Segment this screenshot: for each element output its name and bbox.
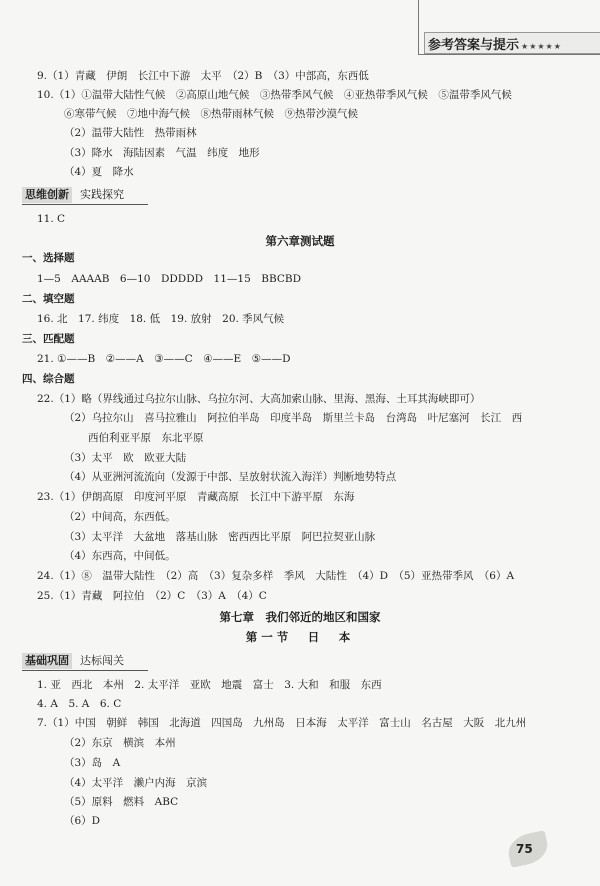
- answer-line-7: 7.（1）中国 朝鲜 韩国 北海道 四国岛 九州岛 日本海 太平洋 富士山 名古屋 大阪 北九州: [37, 717, 527, 729]
- banner-underline: [22, 204, 148, 205]
- answer-line: （2）温带大陆性 热带雨林: [64, 127, 197, 139]
- answer-line: 16. 北 17. 纬度 18. 低 19. 放射 20. 季风气候: [37, 313, 285, 325]
- answer-line: （3）太平 欧 欧亚大陆: [64, 452, 187, 464]
- header-title: 参考答案与提示 ★★★★★: [428, 38, 562, 53]
- answer-line: （2）中间高，东西低。: [64, 511, 176, 523]
- section-banner-thinking: [22, 187, 148, 203]
- page-number: 75: [516, 842, 533, 856]
- answer-line: （2）乌拉尔山 喜马拉雅山 阿拉伯半岛 印度半岛 斯里兰卡岛 台湾岛 叶尼塞河 长江 西: [64, 412, 523, 424]
- answer-line-9: 9.（1）青藏 伊朗 长江中下游 太平 （2）B （3）中部高，东西低: [37, 70, 369, 82]
- answer-line: （3）岛 A: [64, 757, 121, 769]
- answer-line-4: 4. A 5. A 6. C: [37, 698, 122, 710]
- answer-line: （4）太平洋 濑户内海 京滨: [64, 777, 208, 789]
- answer-line-1: 1. 亚 西北 本州 2. 太平洋 亚欧 地震 富士 3. 大和 和服 东西: [37, 679, 382, 691]
- answer-line: 21. ①——B ②——A ③——C ④——E ⑤——D: [37, 353, 291, 365]
- answer-line: （6）D: [64, 815, 101, 827]
- answer-line: 1—5 AAAAB 6—10 DDDDD 11—15 BBCBD: [37, 273, 302, 285]
- chapter-title: 第七章 我们邻近的地区和国家: [219, 610, 381, 624]
- section-banner-basics: [22, 653, 148, 669]
- answer-line-24: 24.（1）⑧ 温带大陆性 （2）高 （3）复杂多样 季风 大陆性 （4）D （5）亚热带季风 （6）A: [37, 570, 515, 582]
- banner-text: 达标闯关: [80, 654, 124, 667]
- section-title: 第一节 日 本: [245, 630, 355, 644]
- answer-line-25: 25.（1）青藏 阿拉伯 （2）C （3）A （4）C: [37, 590, 267, 602]
- answer-line: （3）降水 海陆因素 气温 纬度 地形: [64, 147, 260, 159]
- test-title: 第六章测试题: [265, 234, 335, 248]
- answer-line-11: 11. C: [37, 213, 66, 225]
- answer-line: （5）原料 燃料 ABC: [64, 796, 179, 808]
- banner-label: 基础巩固: [22, 653, 72, 669]
- answer-line-10: 10.（1）①温带大陆性气候 ②高原山地气候 ③热带季风气候 ④亚热带季风气候 ⑤温带季风气候: [37, 89, 512, 101]
- answer-line-23: 23.（1）伊朗高原 印度河平原 青藏高原 长江中下游平原 东海: [37, 491, 355, 503]
- banner-label: 思维创新: [22, 187, 72, 203]
- answer-line: 西伯利亚平原 东北平原: [88, 432, 204, 444]
- answer-line: （4）东西高，中间低。: [64, 550, 176, 562]
- answer-line: ⑥寒带气候 ⑦地中海气候 ⑧热带雨林气候 ⑨热带沙漠气候: [64, 108, 358, 120]
- rating-stars: ★★★★★: [521, 42, 562, 51]
- answer-line: （2）东京 横滨 本州: [64, 737, 176, 749]
- banner-underline: [22, 670, 148, 671]
- section-heading-choice: 一、选择题: [22, 252, 75, 264]
- section-heading-comprehensive: 四、综合题: [22, 373, 75, 385]
- section-heading-match: 三、匹配题: [22, 333, 75, 345]
- banner-text: 实践探究: [80, 188, 124, 201]
- section-heading-fill: 二、填空题: [22, 293, 75, 305]
- answer-line: （4）从亚洲河流流向（发源于中部、呈放射状流入海洋）判断地势特点: [64, 471, 397, 483]
- answer-line: （4）夏 降水: [64, 166, 134, 178]
- answer-line: （3）太平洋 大盆地 落基山脉 密西西比平原 阿巴拉契亚山脉: [64, 531, 376, 543]
- answer-line-22: 22.（1）略（界线通过乌拉尔山脉、乌拉尔河、大高加索山脉、里海、黑海、土耳其海峡即可）: [37, 393, 481, 405]
